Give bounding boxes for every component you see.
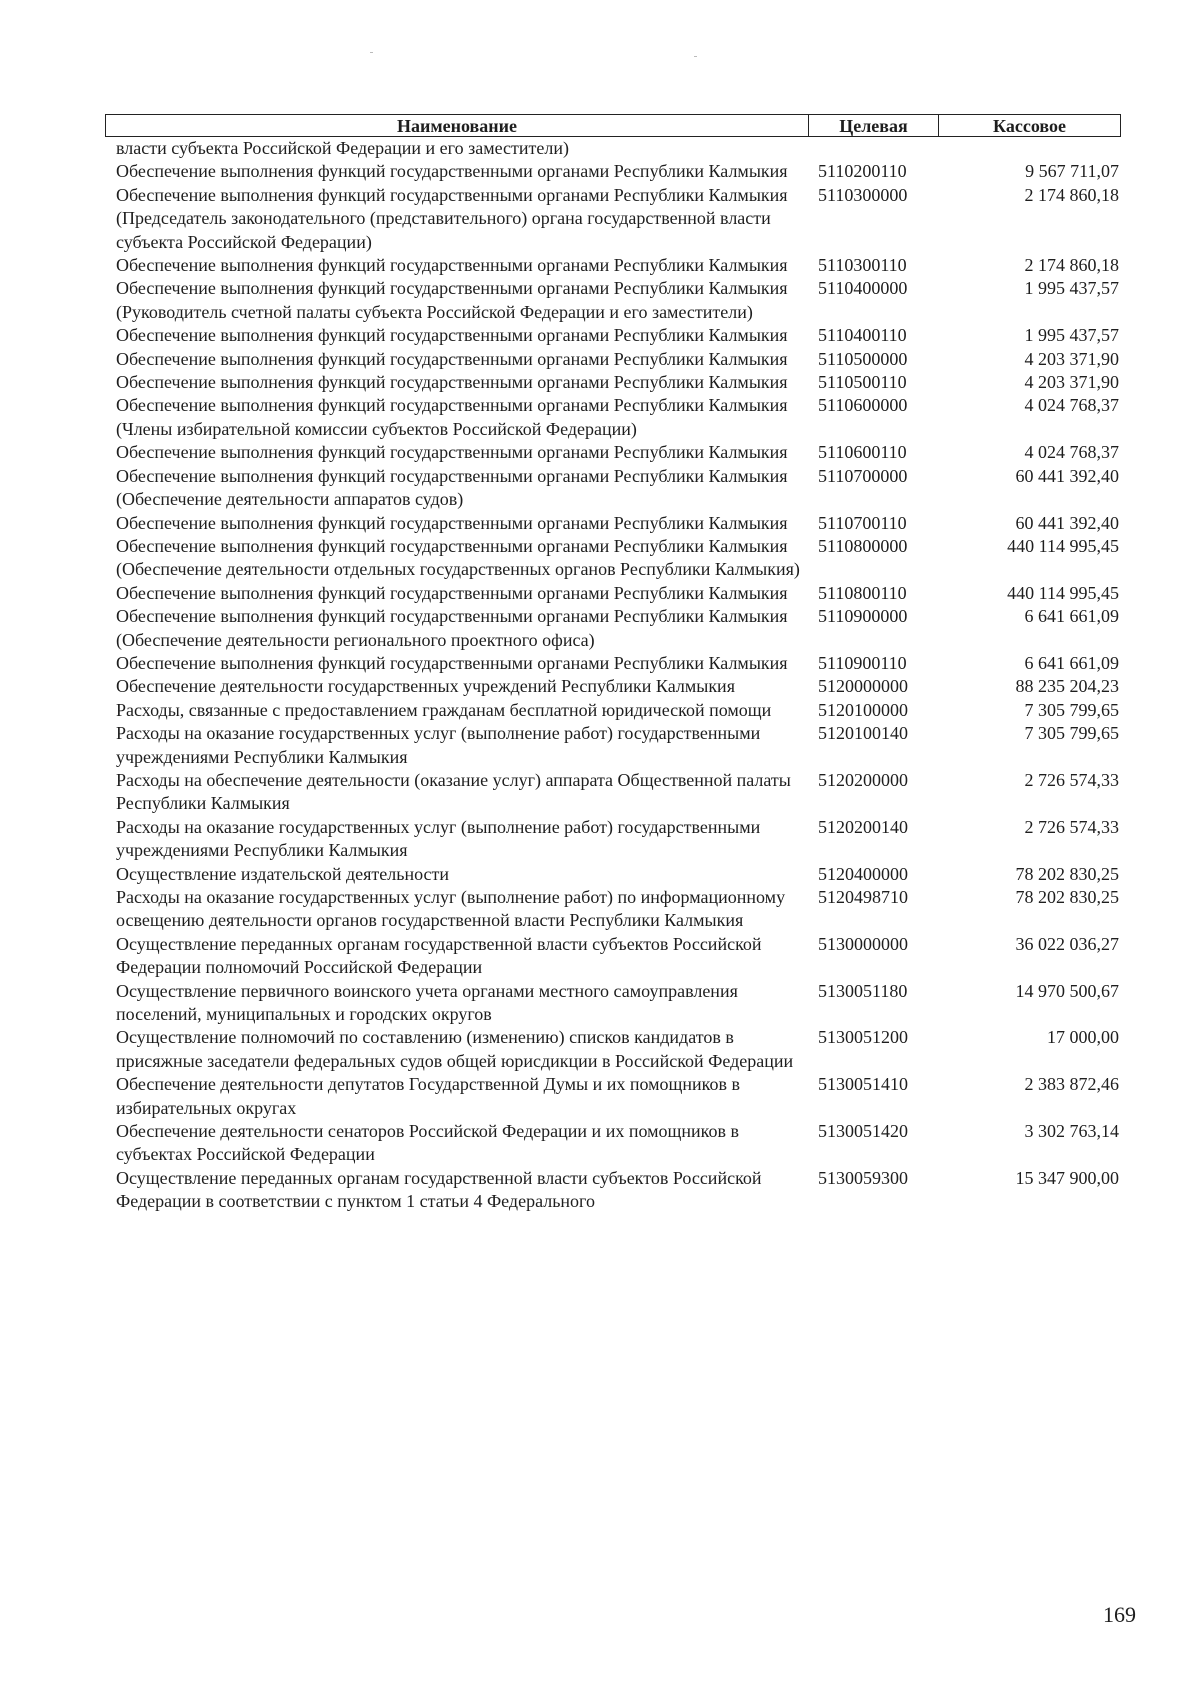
cell-code: 5130051200 (818, 1027, 908, 1048)
cell-name: Обеспечение выполнения функций государственными органами Республики Калмыкия (Обеспечение деятельности аппаратов судов) (116, 465, 788, 510)
table-row (116, 863, 1121, 886)
table-row (116, 582, 1121, 605)
cell-name: Осуществление первичного воинского учета органами местного самоуправления поселений, муниципальных и городских округов (116, 980, 738, 1025)
cell-code: 5110600000 (818, 395, 908, 416)
cell-amount: 78 202 830,25 (1015, 863, 1119, 884)
cell-amount: 4 203 371,90 (1024, 348, 1119, 369)
cell-code: 5110200110 (818, 161, 907, 182)
cell-code: 5110400110 (818, 325, 907, 346)
cell-amount: 4 203 371,90 (1024, 372, 1119, 393)
cell-code: 5130051410 (818, 1074, 908, 1095)
cell-name: власти субъекта Российской Федерации и его заместители) (116, 138, 569, 158)
cell-amount: 2 383 872,46 (1024, 1074, 1119, 1095)
table-row (116, 254, 1121, 277)
cell-name: Обеспечение выполнения функций государственными органами Республики Калмыкия (116, 652, 788, 673)
cell-amount: 4 024 768,37 (1024, 442, 1119, 463)
table-row (116, 980, 1121, 1027)
cell-code: 5110900000 (818, 606, 908, 627)
table-row (116, 535, 1121, 582)
cell-code: 5110500000 (818, 348, 908, 369)
cell-amount: 3 302 763,14 (1024, 1121, 1119, 1142)
cell-name: Обеспечение выполнения функций государственными органами Республики Калмыкия (116, 161, 788, 182)
cell-name: Обеспечение выполнения функций государственными органами Республики Калмыкия (116, 512, 788, 533)
cell-name: Расходы, связанные с предоставлением гражданам бесплатной юридической помощи (116, 699, 772, 720)
cell-code: 5130000000 (818, 933, 908, 954)
cell-amount: 1 995 437,57 (1024, 278, 1119, 299)
cell-code: 5120000000 (818, 676, 908, 697)
cell-code: 5120200140 (818, 816, 908, 837)
cell-amount: 7 305 799,65 (1024, 723, 1119, 744)
cell-amount: 15 347 900,00 (1015, 1167, 1119, 1188)
table-row (116, 675, 1121, 698)
cell-amount: 88 235 204,23 (1015, 676, 1119, 697)
cell-code: 5110600110 (818, 442, 907, 463)
cell-name: Расходы на обеспечение деятельности (оказание услуг) аппарата Общественной палаты Республики Калмыкия (116, 769, 791, 814)
cell-name: Обеспечение выполнения функций государственными органами Республики Калмыкия (Руководитель счетной палаты субъекта Российской Федерации и его заместители) (116, 278, 788, 322)
cell-name: Обеспечение выполнения функций государственными органами Республики Калмыкия (116, 325, 788, 346)
cell-name: Осуществление переданных органам государственной власти субъектов Российской Федерации полномочий Российской Федерации (116, 933, 762, 978)
cell-amount: 78 202 830,25 (1015, 887, 1119, 907)
cell-amount: 2 726 574,33 (1024, 816, 1119, 837)
cell-amount: 2 174 860,18 (1024, 255, 1119, 276)
scan-speck (370, 52, 373, 53)
cell-code: 5110800110 (818, 582, 907, 603)
cell-code: 5130051420 (818, 1121, 908, 1142)
table-row (116, 324, 1121, 347)
table-row (116, 184, 1121, 254)
cell-name: Обеспечение выполнения функций государственными органами Республики Калмыкия (116, 348, 788, 369)
cell-name: Расходы на оказание государственных услуг (выполнение работ) государственными учреждениями Республики Калмыкия (116, 816, 761, 861)
cell-amount: 7 305 799,65 (1024, 699, 1119, 720)
cell-amount: 2 174 860,18 (1024, 184, 1119, 205)
cell-name: Обеспечение выполнения функций государственными органами Республики Калмыкия (Обеспечение деятельности регионального проектного офиса) (116, 606, 788, 650)
table-row (116, 933, 1121, 980)
cell-name: Обеспечение выполнения функций государственными органами Республики Калмыкия (116, 255, 788, 276)
cell-amount: 2 726 574,33 (1024, 769, 1119, 790)
table-row (116, 722, 1121, 769)
cell-code: 5120400000 (818, 863, 908, 884)
table-row (116, 769, 1121, 816)
table-row (116, 1167, 1121, 1214)
table-header (105, 114, 1121, 137)
table-row (116, 441, 1121, 464)
table-row (116, 1026, 1121, 1073)
cell-amount: 1 995 437,57 (1024, 325, 1119, 346)
cell-amount: 17 000,00 (1047, 1027, 1119, 1048)
cell-code: 5130051180 (818, 980, 908, 1001)
table-row (116, 277, 1121, 324)
header-name: Наименование (106, 115, 809, 136)
cell-name: Осуществление переданных органам государственной власти субъектов Российской Федерации в соответствии с пунктом 1 статьи 4 Федерального (116, 1167, 762, 1212)
table-row (116, 371, 1121, 394)
cell-name: Обеспечение выполнения функций государственными органами Республики Калмыкия (116, 442, 788, 463)
cell-amount: 440 114 995,45 (1007, 535, 1119, 556)
cell-amount: 60 441 392,40 (1015, 512, 1119, 533)
cell-name: Осуществление полномочий по составлению (изменению) списков кандидатов в присяжные заседатели федеральных судов общей юрисдикции в Российской Федерации (116, 1027, 794, 1071)
cell-amount: 440 114 995,45 (1007, 582, 1119, 603)
table-row (116, 816, 1121, 863)
table-row (116, 160, 1121, 183)
cell-name: Обеспечение деятельности государственных учреждений Республики Калмыкия (116, 676, 735, 697)
cell-amount (936, 137, 1121, 160)
table-row (116, 1120, 1121, 1167)
table-row (116, 348, 1121, 371)
table-row (116, 394, 1121, 441)
cell-amount: 6 641 661,09 (1024, 606, 1119, 627)
cell-code (806, 137, 936, 160)
cell-amount: 60 441 392,40 (1015, 465, 1119, 486)
table-row (116, 605, 1121, 652)
table-row (116, 512, 1121, 535)
cell-name: Обеспечение выполнения функций государственными органами Республики Калмыкия (Председатель законодательного (представительного) органа государственной власти субъекта Российской Федерации) (116, 184, 788, 252)
table-row (116, 652, 1121, 675)
header-code: Целевая (809, 115, 939, 136)
table-row (116, 886, 1121, 933)
cell-name: Обеспечение деятельности депутатов Государственной Думы и их помощников в избирательных округах (116, 1074, 740, 1118)
table-row (116, 465, 1121, 512)
cell-code: 5120498710 (818, 887, 908, 907)
cell-code: 5120100140 (818, 723, 908, 744)
table-body (116, 137, 1121, 1214)
cell-code: 5120100000 (818, 699, 908, 720)
cell-amount: 36 022 036,27 (1015, 933, 1119, 954)
cell-name: Обеспечение выполнения функций государственными органами Республики Калмыкия (116, 582, 788, 603)
cell-name: Расходы на оказание государственных услуг (выполнение работ) по информационному освещению деятельности органов государственной власти Республики Калмыкия (116, 887, 786, 931)
page-number: 169 (1103, 1602, 1136, 1627)
header-amount: Кассовое (993, 116, 1066, 136)
cell-name: Обеспечение выполнения функций государственными органами Республики Калмыкия (116, 372, 788, 393)
cell-code: 5110900110 (818, 652, 907, 673)
cell-code: 5130059300 (818, 1167, 908, 1188)
scan-speck (694, 56, 697, 57)
cell-amount: 14 970 500,67 (1015, 980, 1119, 1001)
table-row (116, 699, 1121, 722)
cell-code: 5110400000 (818, 278, 908, 299)
cell-amount: 6 641 661,09 (1024, 652, 1119, 673)
cell-name: Обеспечение выполнения функций государственными органами Республики Калмыкия (Обеспечение деятельности отдельных государственных органов Республики Калмыкия) (116, 535, 800, 580)
cell-code: 5110300110 (818, 255, 907, 276)
cell-amount: 9 567 711,07 (1025, 161, 1119, 182)
cell-code: 5110300000 (818, 184, 908, 205)
cell-name: Обеспечение деятельности сенаторов Российской Федерации и их помощников в субъектах Российской Федерации (116, 1121, 739, 1165)
table-row (116, 137, 1121, 160)
cell-name: Осуществление издательской деятельности (116, 863, 450, 884)
cell-code: 5110800000 (818, 535, 908, 556)
cell-name: Обеспечение выполнения функций государственными органами Республики Калмыкия (Члены избирательной комиссии субъектов Российской Федерации) (116, 395, 788, 439)
cell-name: Расходы на оказание государственных услуг (выполнение работ) государственными учреждениями Республики Калмыкия (116, 723, 761, 767)
cell-code: 5120200000 (818, 769, 908, 790)
cell-amount: 4 024 768,37 (1024, 395, 1119, 416)
cell-code: 5110700000 (818, 465, 908, 486)
table-row (116, 1073, 1121, 1120)
cell-code: 5110700110 (818, 512, 907, 533)
cell-code: 5110500110 (818, 372, 907, 393)
